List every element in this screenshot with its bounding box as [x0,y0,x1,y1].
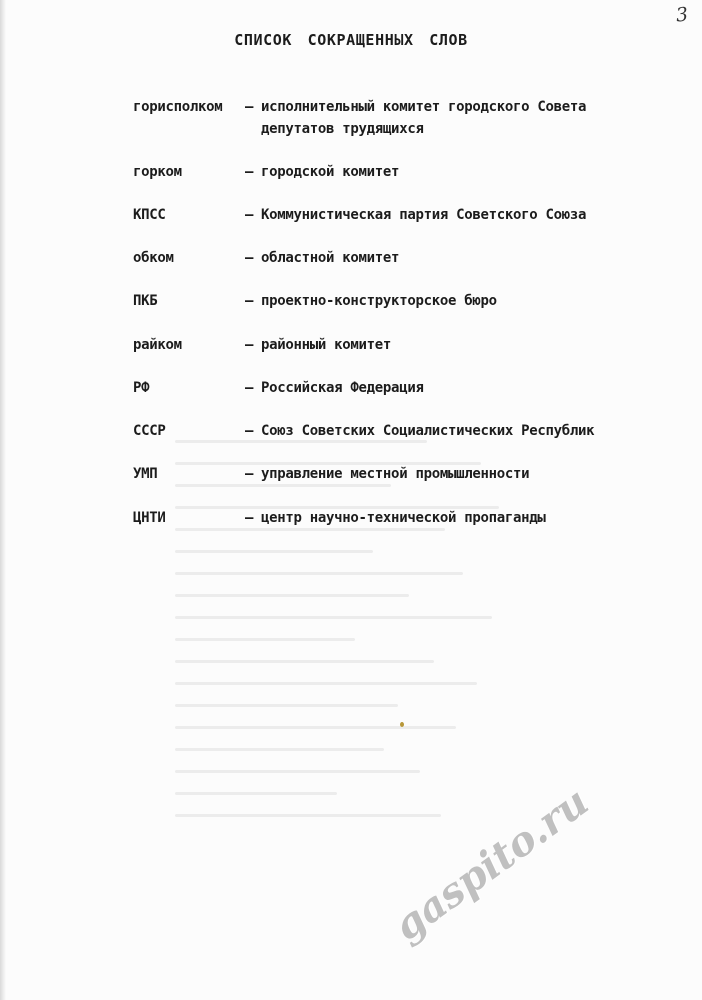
watermark: gaspito.ru [385,777,598,951]
dash: – [245,250,254,266]
definition: проектно-конструкторское бюро [261,293,497,309]
definition: городской комитет [261,164,400,180]
reverse-side-bleed-through [175,440,535,880]
definition: районный комитет [261,337,392,353]
dash: – [245,164,254,180]
definition: Коммунистическая партия Советского Союза [261,207,587,223]
abbreviation: обком [133,250,174,266]
abbreviation: ПКБ [133,293,158,309]
definition: исполнительный комитет городского Совета депутатов трудящихся [261,99,587,137]
abbreviation: горком [133,164,182,180]
definition: областной комитет [261,250,400,266]
page-title: СПИСОК СОКРАЩЕННЫХ СЛОВ [234,31,468,49]
paper-speck [400,722,404,727]
dash: – [245,380,254,396]
abbreviation: СССР [133,423,166,439]
dash: – [245,99,254,115]
dash: – [245,466,254,482]
dash: – [245,207,254,223]
page-edge-shadow [0,0,6,1000]
page-number: 3 [674,3,690,27]
definition: Российская Федерация [261,380,424,396]
dash: – [245,423,254,439]
dash: – [245,510,254,526]
abbreviation: КПСС [133,207,166,223]
abbreviation: УМП [133,466,158,482]
abbreviation: райком [133,337,182,353]
abbreviation: ЦНТИ [133,510,166,526]
definition: центр научно-технической пропаганды [261,510,546,526]
abbreviation: РФ [133,380,150,396]
definition: управление местной промышленности [261,466,530,482]
dash: – [245,337,254,353]
abbreviation: горисполком [133,99,223,115]
definition: Союз Советских Социалистических Республик [261,423,595,439]
dash: – [245,293,254,309]
